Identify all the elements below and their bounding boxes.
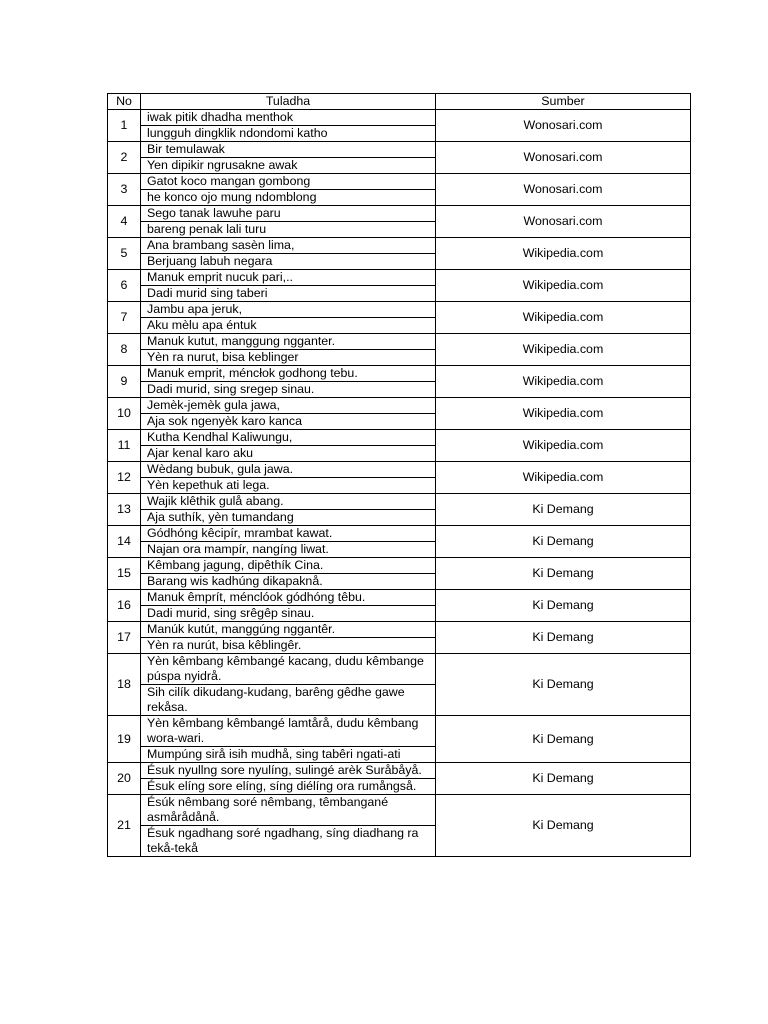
- sumber-cell: Wonosari.com: [436, 206, 691, 238]
- table-row: [108, 590, 691, 606]
- sumber-cell: Ki Demang: [436, 590, 691, 622]
- row-number: 9: [108, 366, 141, 398]
- row-number: 4: [108, 206, 141, 238]
- tuladha-line-2: Mumpúng sirå isih mudhå, sing tabêri ngati-ati: [141, 747, 436, 763]
- table-row: [108, 142, 691, 158]
- sumber-cell: Wonosari.com: [436, 110, 691, 142]
- sumber-cell: Wonosari.com: [436, 174, 691, 206]
- tuladha-line-1: Sego tanak lawuhe paru: [141, 206, 436, 222]
- row-number: 16: [108, 590, 141, 622]
- table-row: [108, 494, 691, 510]
- tuladha-line-2: Ajar kenal karo aku: [141, 446, 436, 462]
- sumber-cell: Ki Demang: [436, 795, 691, 857]
- table-row: [108, 462, 691, 478]
- sumber-cell: Wikipedia.com: [436, 430, 691, 462]
- table-row: [108, 174, 691, 190]
- table-row: [108, 366, 691, 382]
- sumber-cell: Wikipedia.com: [436, 398, 691, 430]
- row-number: 2: [108, 142, 141, 174]
- row-number: 6: [108, 270, 141, 302]
- tuladha-line-2: Yèn ra nurut, bisa keblinger: [141, 350, 436, 366]
- table-row: [108, 302, 691, 318]
- sumber-cell: Ki Demang: [436, 558, 691, 590]
- row-number: 15: [108, 558, 141, 590]
- tuladha-line-2: Aku mèlu apa éntuk: [141, 318, 436, 334]
- table-body: [108, 110, 691, 857]
- row-number: 12: [108, 462, 141, 494]
- sumber-cell: Ki Demang: [436, 763, 691, 795]
- table-row: [108, 526, 691, 542]
- sumber-cell: Wikipedia.com: [436, 462, 691, 494]
- row-number: 20: [108, 763, 141, 795]
- sumber-cell: Wikipedia.com: [436, 302, 691, 334]
- table-row: [108, 206, 691, 222]
- table-row: [108, 558, 691, 574]
- row-number: 21: [108, 795, 141, 857]
- sumber-cell: Ki Demang: [436, 654, 691, 716]
- row-number: 3: [108, 174, 141, 206]
- tuladha-line-1: Jambu apa jeruk,: [141, 302, 436, 318]
- table-row: [108, 716, 691, 747]
- pantun-table: [107, 93, 691, 857]
- sumber-cell: Ki Demang: [436, 716, 691, 763]
- row-number: 18: [108, 654, 141, 716]
- tuladha-line-1: Yèn kêmbang kêmbangé lamtårå, dudu kêmbang wora-wari.: [141, 716, 436, 747]
- tuladha-line-2: Barang wis kadhúng dikapaknå.: [141, 574, 436, 590]
- table-row: [108, 430, 691, 446]
- row-number: 10: [108, 398, 141, 430]
- table-row: [108, 398, 691, 414]
- tuladha-line-1: Manuk emprit, méncłok godhong tebu.: [141, 366, 436, 382]
- row-number: 11: [108, 430, 141, 462]
- table-row: [108, 238, 691, 254]
- tuladha-line-1: Wèdang bubuk, gula jawa.: [141, 462, 436, 478]
- row-number: 13: [108, 494, 141, 526]
- row-number: 8: [108, 334, 141, 366]
- sumber-cell: Wikipedia.com: [436, 366, 691, 398]
- tuladha-line-1: Manuk emprit nucuk pari,..: [141, 270, 436, 286]
- tuladha-line-1: Ésúk nêmbang soré nêmbang, têmbangané asmårådånå.: [141, 795, 436, 826]
- header-sumber: Sumber: [436, 94, 691, 110]
- tuladha-line-2: Dadi murid sing taberi: [141, 286, 436, 302]
- tuladha-line-2: he konco ojo mung ndomblong: [141, 190, 436, 206]
- sumber-cell: Ki Demang: [436, 622, 691, 654]
- tuladha-line-1: iwak pitik dhadha menthok: [141, 110, 436, 126]
- table-row: [108, 654, 691, 685]
- header-tuladha: Tuladha: [141, 94, 436, 110]
- tuladha-line-2: Yèn kepethuk ati lega.: [141, 478, 436, 494]
- tuladha-line-2: Dadi murid, sing srêgêp sinau.: [141, 606, 436, 622]
- tuladha-line-1: Gatot koco mangan gombong: [141, 174, 436, 190]
- tuladha-line-1: Ésuk nyullng sore nyulíng, sulingé arèk Suråbåyå.: [141, 763, 436, 779]
- row-number: 17: [108, 622, 141, 654]
- tuladha-line-2: Najan ora mampír, nangíng liwat.: [141, 542, 436, 558]
- row-number: 1: [108, 110, 141, 142]
- tuladha-line-2: Yen dipikir ngrusakne awak: [141, 158, 436, 174]
- tuladha-line-1: Bir temulawak: [141, 142, 436, 158]
- tuladha-line-1: Gódhóng kêcipír, mrambat kawat.: [141, 526, 436, 542]
- sumber-cell: Wikipedia.com: [436, 238, 691, 270]
- header-row: [108, 94, 691, 110]
- tuladha-line-1: Jemèk-jemèk gula jawa,: [141, 398, 436, 414]
- tuladha-line-1: Yèn kêmbang kêmbangé kacang, dudu kêmbange púspa nyidrå.: [141, 654, 436, 685]
- tuladha-line-1: Ana brambang sasèn lima,: [141, 238, 436, 254]
- tuladha-line-2: Ésuk ngadhang soré ngadhang, síng diadhang ra tekå-tekå: [141, 826, 436, 857]
- tuladha-line-2: Ésuk elíng sore elíng, síng diélíng ora rumångså.: [141, 779, 436, 795]
- header-no: No: [108, 94, 141, 110]
- row-number: 19: [108, 716, 141, 763]
- tuladha-line-1: Manuk kutut, manggung ngganter.: [141, 334, 436, 350]
- tuladha-line-2: Aja sok ngenyèk karo kanca: [141, 414, 436, 430]
- table-row: [108, 334, 691, 350]
- tuladha-line-2: Aja suthík, yèn tumandang: [141, 510, 436, 526]
- sumber-cell: Ki Demang: [436, 526, 691, 558]
- tuladha-line-1: Kutha Kendhal Kaliwungu,: [141, 430, 436, 446]
- row-number: 5: [108, 238, 141, 270]
- tuladha-line-2: Berjuang labuh negara: [141, 254, 436, 270]
- tuladha-line-2: lungguh dingklik ndondomi katho: [141, 126, 436, 142]
- tuladha-line-2: Dadi murid, sing sregep sinau.: [141, 382, 436, 398]
- tuladha-line-1: Manuk êmprít, ménclóok gódhóng têbu.: [141, 590, 436, 606]
- table-row: [108, 795, 691, 826]
- table-row: [108, 270, 691, 286]
- sumber-cell: Wikipedia.com: [436, 270, 691, 302]
- row-number: 14: [108, 526, 141, 558]
- sumber-cell: Wikipedia.com: [436, 334, 691, 366]
- sumber-cell: Ki Demang: [436, 494, 691, 526]
- tuladha-line-1: Kêmbang jagung, dipêthík Cina.: [141, 558, 436, 574]
- tuladha-line-1: Wajik klêthik gulå abang.: [141, 494, 436, 510]
- tuladha-line-2: Yèn ra nurút, bisa kêblingêr.: [141, 638, 436, 654]
- table-row: [108, 622, 691, 638]
- table-row: [108, 763, 691, 779]
- table-row: [108, 110, 691, 126]
- tuladha-line-2: Sih cilík dikudang-kudang, barêng gêdhe gawe rekåsa.: [141, 685, 436, 716]
- tuladha-line-2: bareng penak lali turu: [141, 222, 436, 238]
- row-number: 7: [108, 302, 141, 334]
- sumber-cell: Wonosari.com: [436, 142, 691, 174]
- tuladha-line-1: Manúk kutút, manggúng nggantêr.: [141, 622, 436, 638]
